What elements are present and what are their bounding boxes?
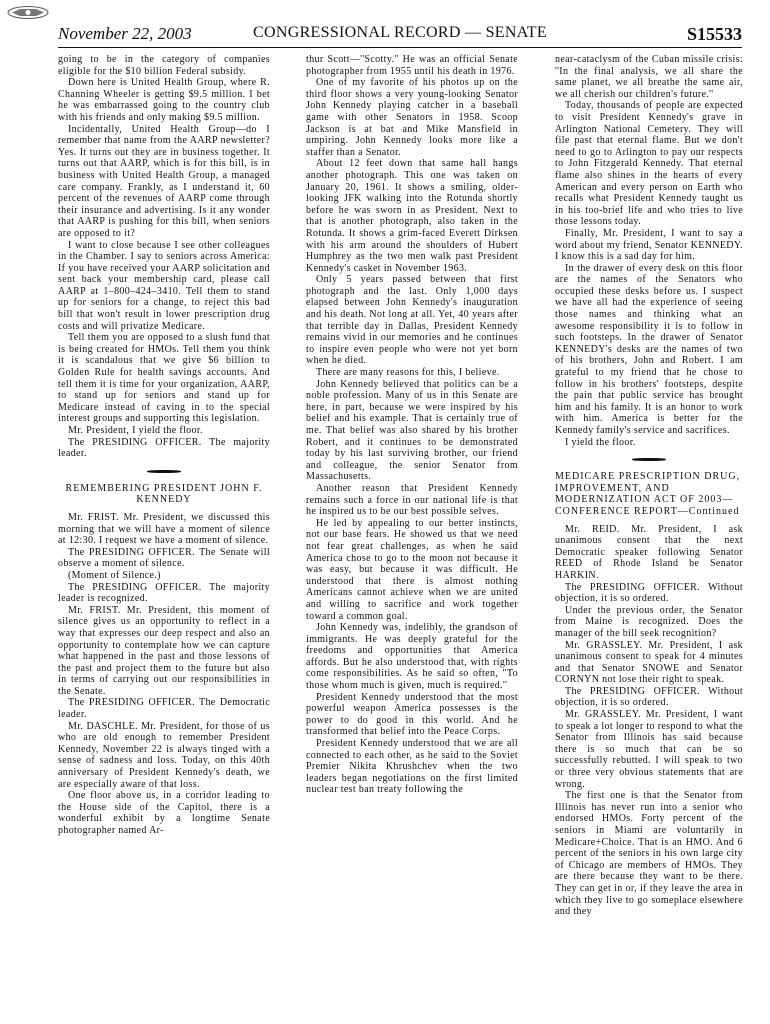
paragraph: Under the previous order, the Senator from Maine is recognized. Does the manager of the bill seek recognition?	[555, 604, 743, 639]
paragraph: One of my favorite of his photos up on the third floor shows a very young-looking Senator John Kennedy playing catcher in a baseball game with other Senators in 1958. Scoop Jackson is at bat and Mike Mansfield in umpiring. John Kennedy looks more like a staffer than a Senator.	[306, 77, 518, 158]
section-divider	[632, 458, 666, 461]
header-date: November 22, 2003	[58, 24, 192, 43]
paragraph: The PRESIDING OFFICER. The majority leader.	[58, 436, 270, 460]
paragraph: Mr. DASCHLE. Mr. President, for those of us who are old enough to remember President Kennedy, November 22 is always tinged with a sense of sadness and loss. Today, on this 40th anniversary of President Kennedy's death, we are especially aware of that loss.	[58, 720, 270, 790]
paragraph: Today, thousands of people are expected to visit President Kennedy's grave in Arlington National Cemetery. They will file past that eternal flame. But we don't need to go to Arlington to pay our respects to John Fitzgerald Kennedy. That eternal flame also shines in the hearts of every American and every person on Earth who recalls what President Kennedy taught us in his too-brief life and who tries to live those lessons today.	[555, 100, 743, 228]
paragraph: Down here is United Health Group, where R. Channing Wheeler is getting $9.5 million. I bet he was embarrassed going to the country club with his friends and only making $9.5 million.	[58, 77, 270, 123]
paragraph: The PRESIDING OFFICER. The Democratic leader.	[58, 697, 270, 721]
section-divider	[147, 470, 181, 473]
paragraph: In the drawer of every desk on this floor are the names of the Senators who occupied these desks before us. I suspect we have all had the experience of seeing those names and thinking what an awesome responsibility it is to follow in such footsteps. In the drawer of Senator KENNEDY's desks are the names of two of his brothers, John and Robert. I am grateful to my friend that he chose to follow in his brothers' footsteps, despite the pain that public service has brought him and his family. It is an honor to work with him. America is better for the Kennedy family's service and sacrifices.	[555, 262, 743, 436]
text-column-1	[58, 54, 270, 1014]
paragraph: Incidentally, United Health Group—do I remember that name from the AARP newsletter? Yes. It turns out they are in business together. It turns out that AARP, which is for this bill, is in business with United Health Group, a managed care company. Frankly, as I understand it, 60 percent of the revenues of AARP come through their insurance and advertising. Is it any wonder that AARP is pushing for this bill, when seniors are opposed to it?	[58, 123, 270, 239]
text-column-3	[555, 54, 743, 1014]
section-heading: MEDICARE PRESCRIPTION DRUG, IMPROVEMENT, AND MODERNIZATION ACT OF 2003—CONFERENCE REPORT—Continued	[555, 471, 741, 517]
paragraph: Mr. GRASSLEY. Mr. President, I ask unanimous consent to speak for 4 minutes and that Senator SNOWE and Senator CORNYN not lose their right to speak.	[555, 639, 743, 686]
paragraph: Mr. President, I yield the floor.	[68, 425, 203, 436]
paragraph: Mr. REID. Mr. President, I ask unanimous consent that the next Democratic speaker following Senator REED of Rhode Island be Senator HARKIN.	[555, 523, 743, 581]
paragraph: He led by appealing to our better instincts, not our base fears. He showed us that we need not fear great challenges, as when he said America chose to go to the moon not because it was easy, but because it was difficult. He understood that there is almost nothing Americans cannot achieve when we are united and willing to sacrifice and work together toward a common goal.	[306, 517, 518, 622]
text-column-2	[306, 54, 518, 1014]
paragraph: The PRESIDING OFFICER. The Senate will observe a moment of silence.	[58, 546, 270, 570]
paragraph: Only 5 years passed between that first photograph and the last. Only 1,000 days elapsed between John Kennedy's inauguration and his death. Not long at all. Yet, 40 years after that terrible day in Dallas, President Kennedy remains vivid in our memories and he continues to inspire even people who were not yet born when he died.	[306, 274, 518, 367]
paragraph: The PRESIDING OFFICER. Without objection, it is so ordered.	[555, 685, 743, 709]
paragraph: I want to close because I see other colleagues in the Chamber. I say to seniors across America: If you have received your AARP solicitation and sent back your membership card, please call AARP at 1–800–424–3410. Tell them to stand up for seniors for a change, to reject this bad bill that won't result in lower prescription drug costs and will privatize Medicare.	[58, 239, 270, 332]
paragraph: President Kennedy understood that the most powerful weapon America possesses is the power to do good in this world. And he transformed that belief into the Peace Corps.	[306, 691, 518, 738]
paragraph: near-cataclysm of the Cuban missile crisis: ''In the final analysis, we all share the same planet, we all breathe the same air, we all cherish our children's future.''	[555, 54, 743, 100]
paragraph: Mr. GRASSLEY. Mr. President, I want to speak a lot longer to respond to what the Senator from Illinois has said because there is so much that can be so successfully rebutted. I will speak to two or three very obvious statements that are wrong.	[555, 709, 743, 790]
paragraph: (Moment of Silence.)	[68, 569, 161, 581]
paragraph: One floor above us, in a corridor leading to the House side of the Capitol, there is a wonderful exhibit by a longtime Senate photographer named Ar-	[58, 790, 270, 836]
paragraph: There are many reasons for this, I believe.	[316, 367, 500, 379]
section-heading: REMEMBERING PRESIDENT JOHN F. KENNEDY	[65, 482, 263, 506]
paragraph: Another reason that President Kennedy remains such a force in our national life is that he inspired us to be our best possible selves.	[306, 482, 518, 518]
paragraph: The PRESIDING OFFICER. Without objection, it is so ordered.	[555, 581, 743, 605]
header-rule	[58, 47, 742, 48]
header-page-number: S15533	[686, 24, 742, 44]
paragraph: John Kennedy believed that politics can be a noble profession. Many of us in this Senate are here, in part, because we were inspired by his belief and his example. That is certainly true of me. That belief was also shared by his brother Robert, and it continues to be demonstrated today by his last surviving brother, our friend and colleague, the senior Senator from Massachusetts.	[306, 378, 518, 483]
paragraph: The PRESIDING OFFICER. The majority leader is recognized.	[58, 581, 270, 605]
page-header	[58, 24, 742, 48]
paragraph: John Kennedy was, indelibly, the grandson of immigrants. He was deeply grateful for the freedoms and opportunities that America affords. But he also understood that, with rights come responsibilities. As he said so often, ''To those whom much is given, much is required.''	[306, 622, 518, 692]
paragraph: Mr. FRIST. Mr. President, this moment of silence gives us an opportunity to reflect in a way that expresses our deep respect and also an opportunity to contemplate how we can capture what happened in the past and those lessons of the past and project them to the future but also in terms of carrying out our responsibilities in the Senate.	[58, 604, 270, 697]
paragraph: Mr. FRIST. Mr. President, we discussed this morning that we will have a moment of silence at 12:30. I request we have a moment of silence.	[58, 511, 270, 547]
paragraph: I yield the floor.	[565, 436, 636, 448]
paragraph: About 12 feet down that same hall hangs another photograph. This one was taken on January 20, 1961. It shows a smiling, older-looking JFK walking into the Rotunda shortly before he was sworn in as President. Next to that is another photograph, also taken in the Rotunda. It shows a grim-faced Everett Dirksen with his arm around the shoulders of Hubert Humphrey as the two men walk past President Kennedy's casket in November 1963.	[306, 158, 518, 274]
paragraph: going to be in the category of companies eligible for the $10 billion Federal subsidy.	[58, 54, 270, 77]
paragraph: Tell them you are opposed to a slush fund that is being created for HMOs. Tell them you think it is scandalous that we give $6 billion to Golden Rule for health savings accounts. And tell them it is time for your organization, AARP, to stand up for seniors and stand up for Medicare instead of caving in to the special interest groups and supporting this legislation.	[58, 332, 270, 425]
paragraph: President Kennedy understood that we are all connected to each other, as he said to the Soviet Premier Nikita Khrushchev when the two leaders began negotiations on the first limited nuclear test ban treaty following the	[306, 738, 518, 796]
paragraph: thur Scott—''Scotty.'' He was an official Senate photographer from 1955 until his death in 1976.	[306, 54, 518, 77]
paragraph: The first one is that the Senator from Illinois has never run into a senior who endorsed HMOs. Forty percent of the seniors in Miami are voluntarily in Medicare+Choice. That is an HMO. And 6 percent of the seniors in his own large city of Chicago are members of HMOs. They are there because they want to be there. They can get in or, if they leave the area in which they live to go someplace elsewhere and they	[555, 790, 743, 918]
header-title: CONGRESSIONAL RECORD — SENATE	[253, 24, 547, 41]
paragraph: Finally, Mr. President, I want to say a word about my friend, Senator KENNEDY. I know this is a sad day for him.	[555, 227, 743, 263]
government-seal-icon	[6, 5, 50, 20]
